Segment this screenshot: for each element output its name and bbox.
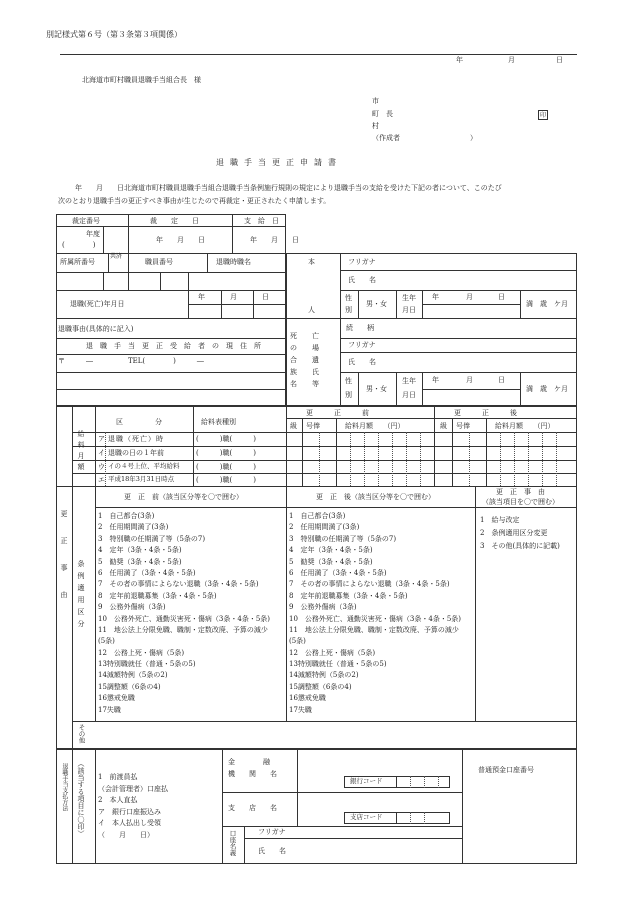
shibo-label: 死 亡 の 場 合 遺 族 氏 名 等: [290, 332, 334, 388]
list-item[interactable]: 2 条例適用区分変更: [480, 529, 548, 537]
shikyu-bi-value: 年 月 日: [250, 236, 299, 244]
page-title: 退職手当更正申請書: [216, 158, 342, 167]
kyu2-label: 級: [440, 422, 447, 430]
list-item[interactable]: 7 その者の事情によらない退職（3条・4条・5条): [289, 580, 450, 589]
list-item[interactable]: 12 公務上死・傷病（5条): [98, 648, 185, 657]
list-item[interactable]: 17失職: [289, 705, 312, 714]
furigana-label: フリガナ: [348, 258, 376, 266]
saitei-bango-label: 裁定番号: [72, 217, 100, 225]
birth2-year: 年: [432, 376, 439, 384]
date-year: 年: [456, 56, 463, 64]
list-item[interactable]: (5条): [289, 637, 306, 646]
list-item[interactable]: 13特別職就任（普通・5条の5): [289, 660, 387, 669]
age-label: 満 歳 ケ月: [526, 300, 568, 308]
list-item[interactable]: 16懲戒免職: [289, 694, 326, 703]
gaito-label: （該当する項目に〇印）: [77, 760, 86, 837]
koza-label: 口座名義: [228, 830, 237, 856]
shozoku-label: 所属所番号: [60, 258, 95, 266]
jiyu-sub: （該当項目を〇で囲む）: [482, 498, 559, 506]
furigana2-label: フリガナ: [348, 341, 376, 349]
list-item[interactable]: 8 定年前退職募集（3条・4条・5条): [289, 591, 408, 600]
recipient: 北海道市町村職員退職手当組合長 様: [82, 76, 201, 84]
betsu-label: 別: [345, 306, 352, 314]
list-item[interactable]: 5 勧奨（3条・4条・5条): [98, 557, 182, 566]
gappi-label: 月日: [402, 306, 416, 314]
kyu-label: 級: [290, 422, 297, 430]
date-month: 月: [508, 56, 515, 64]
list-item[interactable]: 14減額特例（5条の2): [289, 671, 359, 680]
seinen-label: 生年: [402, 294, 416, 302]
list-item[interactable]: 3 その他(具体的に記載): [480, 542, 560, 550]
applicant-cho: 町 長: [372, 110, 393, 118]
day: 日: [262, 293, 269, 301]
nendo-label: 年度: [86, 230, 100, 238]
list-item[interactable]: 15調整額（6条の4): [98, 682, 161, 691]
list-item[interactable]: イ 本人払出し受領: [98, 819, 161, 827]
zokugara-label: 続 柄: [346, 324, 374, 332]
salary-row-label: 退職（死亡）時: [108, 435, 164, 443]
list-item[interactable]: 2 任用期間満了(3条): [289, 523, 360, 532]
mae-head: 更 正 前（該当区分等を〇で囲む）: [124, 493, 243, 501]
list-item[interactable]: 9 公務外傷病（3条): [98, 603, 166, 612]
salary-row-kind: ( )職( ): [196, 463, 256, 471]
month: 月: [230, 293, 237, 301]
saitei-bi-value: 年 月 日: [156, 236, 205, 244]
list-item[interactable]: 1 自己都合(3条): [98, 512, 155, 520]
payment-options: [98, 772, 168, 841]
nin-label: 人: [308, 306, 315, 314]
intro-line-2: 次のとおり退職手当の更正すべき事由が生じたので再裁定・更正されたく申請します。: [58, 197, 331, 205]
birth-year: 年: [432, 293, 439, 301]
age2-label: 満 歳 ケ月: [526, 385, 568, 393]
kyuhyo-label: 給料表種別: [201, 418, 236, 426]
list-item[interactable]: （会計管理者）口座払: [98, 784, 168, 793]
saitei-bi-label: 裁 定 日: [150, 217, 199, 225]
getsugaku2-label: 給料月額 （円）: [495, 422, 555, 430]
list-item[interactable]: 8 定年前退職募集（3条・4条・5条): [98, 591, 217, 600]
salary-row-kind: ( )職( ): [196, 435, 256, 443]
taishoku-bi-label: 退職(死亡)年月日: [70, 300, 125, 308]
jiyu-label: 退職事由(具体的に記入): [58, 325, 134, 333]
salary-row-key: エ: [98, 476, 105, 484]
address-line: 〒 ― TEL( ) ―: [58, 357, 204, 365]
list-item[interactable]: 13特別職就任（普通・5条の5): [98, 660, 196, 669]
list-item[interactable]: 4 定年（3条・4条・5条): [98, 546, 182, 555]
go-head: 更 正 後（該当区分等を〇で囲む）: [316, 493, 435, 501]
yokin-label: 普通預金口座番号: [478, 766, 534, 774]
birth2-day: 日: [498, 376, 505, 384]
jiyu-head: 更 正 事 由: [496, 488, 545, 496]
list-item[interactable]: 9 公務外傷病（3条): [289, 603, 357, 612]
branch-code-label: 支店コード: [350, 813, 383, 821]
date-day: 日: [556, 56, 563, 64]
birth-day: 日: [498, 293, 505, 301]
list-item[interactable]: 10 公務外死亡、通勤災害死・傷病（3条・4条・5条): [289, 614, 461, 623]
list-item[interactable]: 5 勧奨（3条・4条・5条): [289, 557, 373, 566]
kubun-label: 区 分: [116, 418, 168, 426]
applicant-shi: 市: [372, 97, 379, 105]
list-item[interactable]: 10 公務外死亡、通勤災害死・傷病（3条・4条・5条): [98, 614, 270, 623]
betsu2-label: 別: [345, 391, 352, 399]
bank-code-label: 銀行コード: [350, 777, 383, 785]
salary-row-kind: ( )職( ): [196, 449, 256, 457]
birth2-month: 月: [466, 376, 473, 384]
salary-row-key: イ: [98, 449, 105, 457]
furigana-label: フリガナ: [258, 828, 286, 836]
intro-line-1: 年 月 日北海道市町村職員退職手当組合退職手当条例施行規則の規定により退職手当の支給を受けた下記の者について、このたび: [75, 184, 502, 192]
rule: [60, 54, 577, 55]
list-item[interactable]: 17失職: [98, 705, 121, 714]
list-item[interactable]: 4 定年（3条・4条・5条): [289, 546, 373, 555]
list-item[interactable]: 15調整額（6条の4): [289, 682, 352, 691]
list-item[interactable]: 6 任用満了（3条・4条・5条): [289, 568, 387, 577]
shimei-label: 氏 名: [348, 276, 376, 284]
list-item[interactable]: ア 銀行口座振込み: [98, 807, 161, 816]
list-item[interactable]: 2 本人直払: [98, 796, 138, 804]
list-item[interactable]: 6 任用満了（3条・4条・5条): [98, 568, 196, 577]
gobo2-label: 号俸: [456, 422, 470, 430]
list-item[interactable]: 12 公務上死・傷病（5条): [289, 648, 376, 657]
salary-side-label: 給料月額: [77, 430, 86, 474]
gobo-label: 号俸: [306, 422, 320, 430]
list-item[interactable]: 3 特別職の任期満了等（5条の7): [289, 534, 397, 543]
shiten-label: 支 店 名: [228, 804, 277, 812]
salary-row-key: ウ: [98, 463, 105, 471]
reasons-after-list: [289, 512, 461, 717]
sei2-label: 性: [345, 377, 352, 385]
list-item[interactable]: 7 その者の事情によらない退職（3条・4条・5条): [98, 580, 259, 589]
list-item[interactable]: 3 特別職の任期満了等（5条の7): [98, 534, 206, 543]
mae-label: 更 正 前: [306, 409, 369, 417]
shimei2-label: 氏 名: [348, 358, 376, 366]
sex-option: 男・女: [366, 300, 387, 308]
reasons-before-list: [98, 512, 270, 717]
gappi2-label: 月日: [402, 391, 416, 399]
form-code: 別記様式第６号（第３条第３項関係）: [46, 30, 182, 39]
jukyusha-label: 退 職 手 当 更 正 受 給 者 の 現 住 所: [86, 342, 261, 350]
list-item[interactable]: 11 地公法上分限免職、職制・定数改廃、予算の減少: [289, 625, 459, 634]
list-item[interactable]: 14減額特例（5条の2): [98, 671, 168, 680]
list-item[interactable]: 1 自己都合(3条): [289, 512, 346, 520]
taishoku-mei-label: 退職時職名: [216, 258, 251, 266]
seal-mark: 印: [539, 112, 546, 119]
list-item[interactable]: 1 前渡員払: [98, 773, 138, 781]
creator: （作成者 ）: [372, 134, 477, 142]
list-item[interactable]: （ 月 日）: [98, 830, 154, 839]
shokuin-label: 職員番号: [145, 258, 173, 266]
list-item[interactable]: 2 任用期間満了(3条): [98, 523, 169, 532]
seinen2-label: 生年: [402, 377, 416, 385]
jorei-label: 条例適用区分: [77, 560, 86, 632]
list-item[interactable]: 16懲戒免職: [98, 694, 135, 703]
reasons-side-label: 更正事由: [60, 510, 69, 618]
getsugaku-label: 給料月額 （円）: [345, 422, 405, 430]
year: 年: [198, 293, 205, 301]
list-item[interactable]: (5条): [98, 637, 115, 646]
payment-side-label: 退職手当支払方法: [60, 763, 68, 811]
jiyu-list: [480, 514, 560, 553]
salary-row-label: 退職の日の１年前: [108, 449, 164, 457]
sex2-option: 男・女: [366, 385, 387, 393]
nendo-paren: ( ): [62, 241, 96, 249]
sei-label: 性: [345, 294, 352, 302]
salary-row-key: ア: [98, 435, 105, 443]
kikan-label: 機 関 名: [228, 770, 277, 778]
salary-row-label: イの４号上位、平均給料: [108, 462, 180, 470]
shimei-label: 氏 名: [258, 847, 286, 855]
kyosai-label: 共済: [110, 253, 123, 260]
list-item[interactable]: 1 給与改定: [480, 516, 520, 524]
list-item[interactable]: 11 地公法上分限免職、職制・定数改廃、予算の減少: [98, 625, 268, 634]
hon-label: 本: [308, 258, 315, 266]
shikyu-bi-label: 支 給 日: [244, 217, 279, 225]
salary-row-kind: ( )職( ): [196, 476, 256, 484]
go-label: 更 正 後: [454, 409, 517, 417]
salary-row-label: 平成18年3月31日時点: [108, 475, 175, 483]
applicant-son: 村: [372, 122, 379, 130]
sonota-label: その他: [77, 724, 86, 744]
birth-month: 月: [466, 293, 473, 301]
kinyu-label: 金 融: [228, 758, 270, 766]
